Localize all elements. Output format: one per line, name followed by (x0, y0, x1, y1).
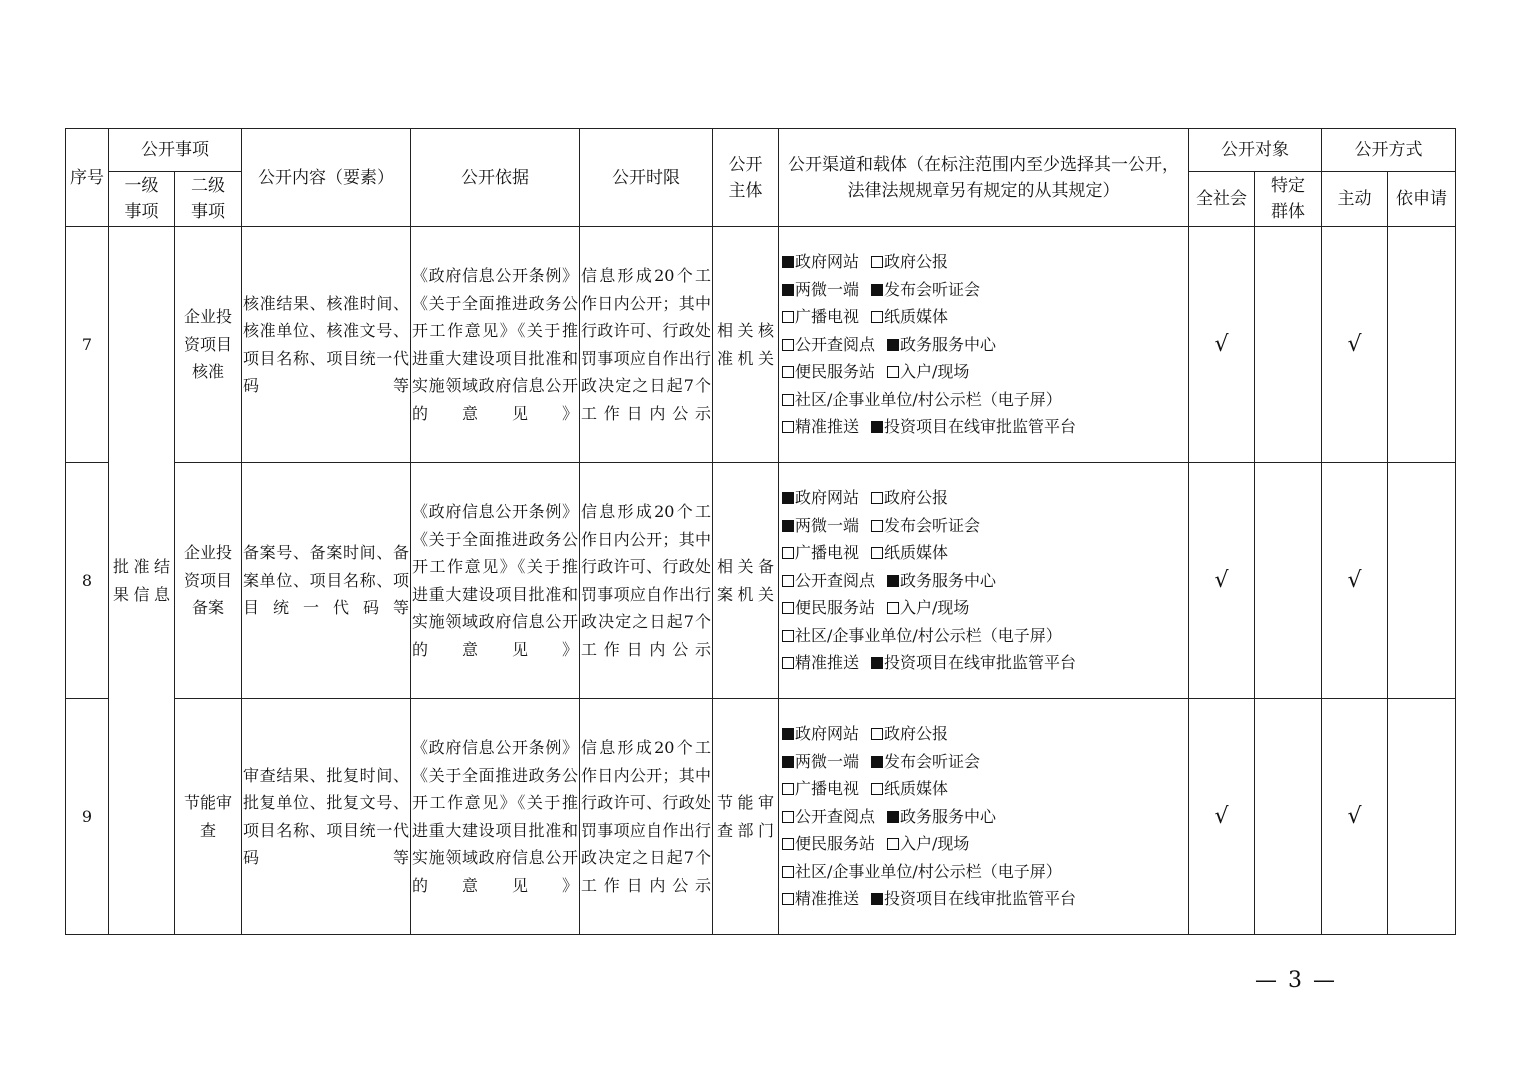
unchecked-box-icon (887, 366, 899, 378)
channel-label: 便民服务站 (795, 834, 876, 854)
channel-label: 两微一端 (795, 751, 860, 771)
unchecked-box-icon (782, 339, 794, 351)
unchecked-box-icon (782, 866, 794, 878)
table-row (66, 463, 1456, 699)
unchecked-box-icon (782, 657, 794, 669)
content-cell: 审查结果、批复时间、批复单位、批复文号、项目名称、项目统一代码等 (242, 699, 411, 935)
channel-line (779, 512, 1188, 540)
unchecked-box-icon (871, 311, 883, 323)
checked-box-icon (782, 728, 794, 740)
checked-box-icon (887, 339, 899, 351)
level2-cell: 企业投资项目备案 (175, 463, 242, 699)
channels-cell (779, 227, 1189, 463)
channel-label: 社区/企事业单位/村公示栏（电子屏） (795, 861, 1062, 881)
unchecked-box-icon (871, 547, 883, 559)
channel-label: 政府网站 (795, 724, 860, 744)
checked-box-icon (871, 657, 883, 669)
channel-line (779, 748, 1188, 776)
header-level1: 一级事项 (109, 172, 175, 227)
channel-label: 政务服务中心 (900, 570, 997, 590)
header-level2: 二级事项 (175, 172, 242, 227)
level2-cell: 企业投资项目核准 (175, 227, 242, 463)
channel-label: 政府公报 (884, 724, 949, 744)
header-specific-group: 特定群体 (1255, 172, 1322, 227)
unchecked-box-icon (782, 547, 794, 559)
checked-box-icon (782, 284, 794, 296)
basis-cell: 《政府信息公开条例》《关于全面推进政务公开工作意见》《关于推进重大建设项目批准和实施领域政府信息公开的意见》 (411, 463, 580, 699)
unchecked-box-icon (871, 492, 883, 504)
channel-line (779, 539, 1188, 567)
channel-line (779, 303, 1188, 331)
channel-label: 便民服务站 (795, 362, 876, 382)
on-request-cell (1388, 227, 1456, 463)
header-time-limit: 公开时限 (580, 129, 713, 227)
header-method: 公开方式 (1322, 129, 1456, 172)
checked-box-icon (871, 421, 883, 433)
channel-label: 精准推送 (795, 417, 860, 437)
unchecked-box-icon (782, 602, 794, 614)
channel-line (779, 248, 1188, 276)
table-row (66, 227, 1456, 463)
header-subject: 公开主体 (713, 129, 779, 227)
channel-line (779, 622, 1188, 650)
channel-label: 两微一端 (795, 515, 860, 535)
channel-label: 纸质媒体 (884, 307, 949, 327)
channel-label: 两微一端 (795, 279, 860, 299)
channels-cell (779, 699, 1189, 935)
checked-box-icon (782, 756, 794, 768)
unchecked-box-icon (782, 575, 794, 587)
channel-line (779, 331, 1188, 359)
channel-line (779, 885, 1188, 913)
time-limit-cell: 信息形成20个工作日内公开；其中行政许可、行政处罚事项应自作出行政决定之日起7个工作日内公示 (580, 463, 713, 699)
channel-label: 社区/企事业单位/村公示栏（电子屏） (795, 389, 1062, 409)
channel-label: 精准推送 (795, 889, 860, 909)
channel-label: 政府公报 (884, 488, 949, 508)
channel-line (779, 386, 1188, 414)
subject-cell: 相关备案机关 (713, 463, 779, 699)
channel-line (779, 484, 1188, 512)
unchecked-box-icon (871, 728, 883, 740)
channel-label: 纸质媒体 (884, 779, 949, 799)
channel-label: 公开查阅点 (795, 570, 876, 590)
all-society-cell: √ (1189, 227, 1255, 463)
content-cell: 核准结果、核准时间、核准单位、核准文号、项目名称、项目统一代码等 (242, 227, 411, 463)
channel-line (779, 276, 1188, 304)
level1-group-cell: 批准结果信息 (109, 227, 175, 935)
header-seq: 序号 (66, 129, 109, 227)
unchecked-box-icon (782, 394, 794, 406)
header-on-request: 依申请 (1388, 172, 1456, 227)
page-number: — 3 — (1255, 968, 1337, 993)
channel-label: 发布会听证会 (884, 751, 981, 771)
all-society-cell: √ (1189, 699, 1255, 935)
channel-label: 广播电视 (795, 307, 860, 327)
channel-label: 政府公报 (884, 252, 949, 272)
unchecked-box-icon (887, 602, 899, 614)
channel-line (779, 858, 1188, 886)
specific-group-cell (1255, 699, 1322, 935)
channel-label: 精准推送 (795, 653, 860, 673)
unchecked-box-icon (782, 421, 794, 433)
channel-line (779, 830, 1188, 858)
unchecked-box-icon (782, 838, 794, 850)
channels-cell (779, 463, 1189, 699)
unchecked-box-icon (871, 520, 883, 532)
channel-label: 广播电视 (795, 543, 860, 563)
unchecked-box-icon (782, 783, 794, 795)
level2-cell: 节能审查 (175, 699, 242, 935)
channel-label: 投资项目在线审批监管平台 (884, 417, 1077, 437)
channel-line (779, 413, 1188, 441)
channel-label: 投资项目在线审批监管平台 (884, 889, 1077, 909)
specific-group-cell (1255, 463, 1322, 699)
checked-box-icon (871, 284, 883, 296)
active-cell: √ (1322, 463, 1388, 699)
header-basis: 公开依据 (411, 129, 580, 227)
channel-label: 便民服务站 (795, 598, 876, 618)
on-request-cell (1388, 463, 1456, 699)
channel-line (779, 567, 1188, 595)
active-cell: √ (1322, 227, 1388, 463)
time-limit-cell: 信息形成20个工作日内公开；其中行政许可、行政处罚事项应自作出行政决定之日起7个工作日内公示 (580, 227, 713, 463)
disclosure-table (65, 128, 1456, 935)
channel-line (779, 594, 1188, 622)
channel-line (779, 649, 1188, 677)
channel-label: 入户/现场 (900, 834, 970, 854)
header-active: 主动 (1322, 172, 1388, 227)
channel-label: 政务服务中心 (900, 334, 997, 354)
channel-line (779, 358, 1188, 386)
channel-label: 投资项目在线审批监管平台 (884, 653, 1077, 673)
active-cell: √ (1322, 699, 1388, 935)
unchecked-box-icon (871, 783, 883, 795)
content-cell: 备案号、备案时间、备案单位、项目名称、项目统一代码等 (242, 463, 411, 699)
channel-label: 广播电视 (795, 779, 860, 799)
checked-box-icon (871, 756, 883, 768)
unchecked-box-icon (782, 366, 794, 378)
table-row (66, 699, 1456, 935)
channel-label: 发布会听证会 (884, 279, 981, 299)
channel-label: 政府网站 (795, 252, 860, 272)
unchecked-box-icon (887, 838, 899, 850)
checked-box-icon (782, 256, 794, 268)
unchecked-box-icon (782, 893, 794, 905)
channel-label: 政务服务中心 (900, 806, 997, 826)
header-all-society: 全社会 (1189, 172, 1255, 227)
channel-label: 入户/现场 (900, 598, 970, 618)
header-content: 公开内容（要素） (242, 129, 411, 227)
unchecked-box-icon (782, 630, 794, 642)
unchecked-box-icon (782, 811, 794, 823)
channel-label: 政府网站 (795, 488, 860, 508)
checked-box-icon (887, 811, 899, 823)
subject-cell: 节能审查部门 (713, 699, 779, 935)
basis-cell: 《政府信息公开条例》《关于全面推进政务公开工作意见》《关于推进重大建设项目批准和实施领域政府信息公开的意见》 (411, 227, 580, 463)
channel-label: 社区/企事业单位/村公示栏（电子屏） (795, 625, 1062, 645)
on-request-cell (1388, 699, 1456, 935)
specific-group-cell (1255, 227, 1322, 463)
channel-line (779, 720, 1188, 748)
basis-cell: 《政府信息公开条例》《关于全面推进政务公开工作意见》《关于推进重大建设项目批准和实施领域政府信息公开的意见》 (411, 699, 580, 935)
all-society-cell: √ (1189, 463, 1255, 699)
checked-box-icon (782, 520, 794, 532)
channel-label: 公开查阅点 (795, 806, 876, 826)
unchecked-box-icon (871, 256, 883, 268)
time-limit-cell: 信息形成20个工作日内公开；其中行政许可、行政处罚事项应自作出行政决定之日起7个工作日内公示 (580, 699, 713, 935)
seq-cell: 8 (66, 463, 109, 699)
channel-label: 公开查阅点 (795, 334, 876, 354)
header-target: 公开对象 (1189, 129, 1322, 172)
checked-box-icon (887, 575, 899, 587)
channel-label: 入户/现场 (900, 362, 970, 382)
checked-box-icon (871, 893, 883, 905)
channel-label: 发布会听证会 (884, 515, 981, 535)
channel-line (779, 775, 1188, 803)
checked-box-icon (782, 492, 794, 504)
header-matters: 公开事项 (109, 129, 242, 172)
seq-cell: 7 (66, 227, 109, 463)
channel-line (779, 803, 1188, 831)
subject-cell: 相关核准机关 (713, 227, 779, 463)
seq-cell: 9 (66, 699, 109, 935)
channel-label: 纸质媒体 (884, 543, 949, 563)
header-channels: 公开渠道和载体（在标注范围内至少选择其一公开，法律法规规章另有规定的从其规定） (779, 129, 1189, 227)
unchecked-box-icon (782, 311, 794, 323)
